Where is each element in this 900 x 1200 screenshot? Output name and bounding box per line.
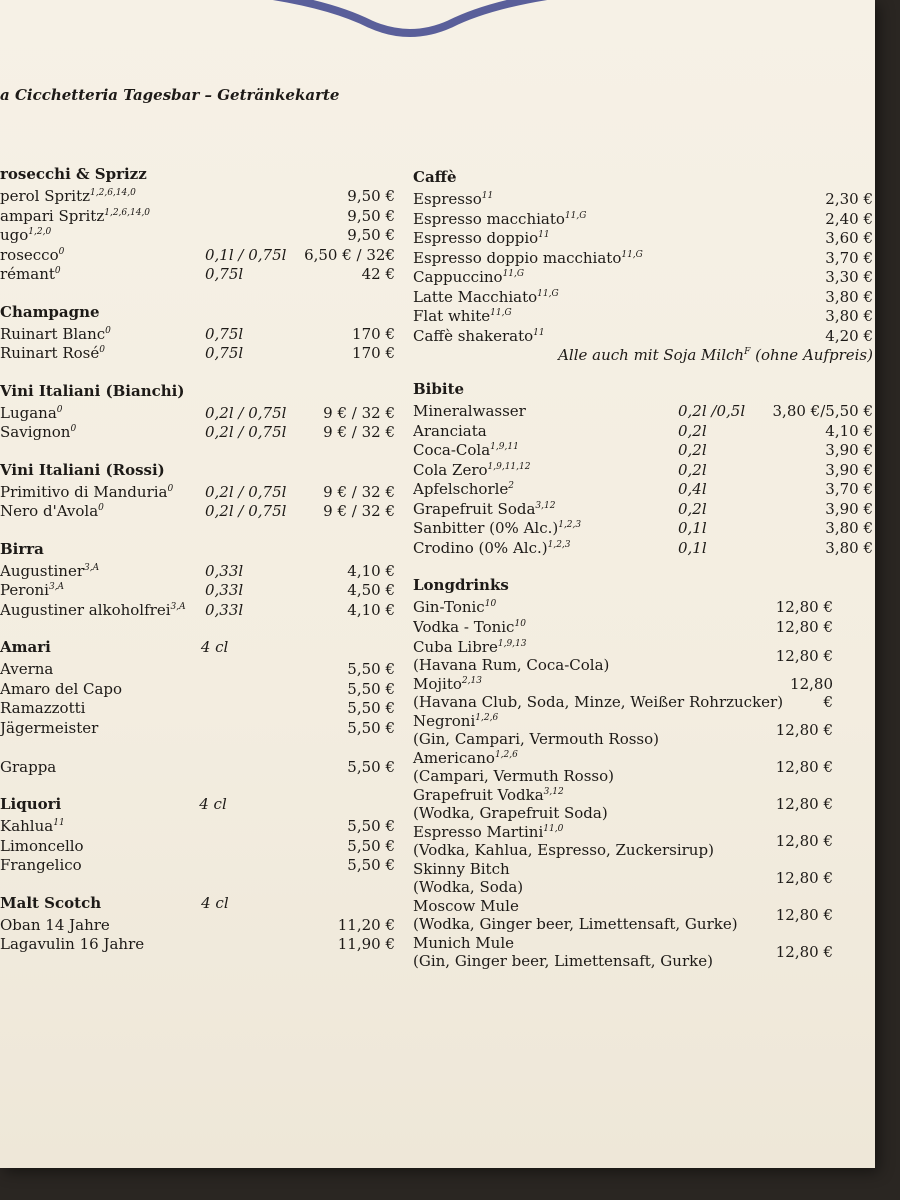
item-price: 6,50 € / 32€	[304, 245, 395, 264]
item-ingredients: (Gin, Campari, Vermouth Rosso)	[413, 729, 659, 748]
longdrink-item	[413, 748, 833, 785]
allergen-codes: 11	[533, 327, 545, 338]
item-price: 3,80 €	[825, 307, 873, 325]
menu-item	[413, 539, 873, 559]
menu-item	[413, 327, 873, 347]
allergen-codes: 11,G	[537, 288, 559, 299]
menu-item	[413, 249, 873, 269]
section-birra	[0, 540, 395, 621]
item-price: 5,50 €	[347, 699, 395, 717]
allergen-codes: 0	[54, 266, 61, 276]
item-ingredients: (Wodka, Grapefruit Soda)	[413, 803, 608, 822]
item-name: Crodino (0% Alc.)$^{1,2,3}$	[413, 538, 571, 557]
allergen-codes: 11,G	[564, 210, 587, 221]
item-name: Augustiner$^{3,A}$	[0, 561, 100, 580]
item-name: Ruinart Rosé$^0$	[0, 344, 105, 362]
item-name: perol Spritz$^{1,2,6,14,0}$	[0, 187, 136, 205]
section-title: Longdrinks	[413, 576, 509, 594]
allergen-codes: 10	[514, 618, 526, 629]
menu-item	[0, 404, 395, 424]
item-name: Espresso doppio macchiato$^{11,G}$	[413, 248, 643, 267]
section-note: 4 cl	[199, 795, 227, 813]
item-price: 9 € / 32 €	[323, 502, 395, 520]
item-price: 4,50 €	[347, 581, 395, 599]
menu-item	[413, 288, 873, 308]
menu-item	[0, 325, 395, 345]
soy-milk-note: Alle auch mit Soja Milch$^F$ (ohne Aufpreis)	[558, 346, 873, 364]
menu-item	[0, 226, 395, 246]
allergen-codes: 1,9,13	[497, 638, 527, 649]
item-price: 5,50 €	[347, 856, 395, 874]
item-ingredients: (Wodka, Ginger beer, Limettensaft, Gurke)	[413, 914, 738, 933]
section-rossi	[0, 461, 395, 522]
item-name: Nero d'Avola$^0$	[0, 502, 104, 520]
longdrink-item	[413, 637, 833, 674]
item-price: 12,80 €	[775, 905, 833, 924]
item-price: 5,50 €	[347, 836, 395, 855]
menu-item	[413, 190, 873, 210]
item-volume: 0,2l	[678, 460, 707, 479]
item-name: Apfelschorle$^2$	[413, 480, 515, 498]
item-name: Munich Mule	[413, 933, 515, 952]
section-bibite	[413, 380, 873, 558]
allergen-codes: 1,2,6,14,0	[104, 207, 151, 218]
item-volume: 0,1l / 0,75l	[205, 245, 287, 264]
allergen-codes: 11,G	[490, 308, 512, 318]
menu-item	[413, 229, 873, 249]
section-champagne	[0, 303, 395, 364]
item-price: 12,80 €	[775, 868, 833, 887]
item-name: Primitivo di Manduria$^0$	[0, 482, 174, 501]
menu-item	[0, 699, 395, 719]
item-name: Aranciata	[413, 421, 487, 440]
menu-item	[0, 344, 395, 364]
item-name: Skinny Bitch	[413, 859, 510, 878]
item-price: 170 €	[352, 344, 395, 362]
longdrink-item	[413, 785, 833, 822]
menu-item	[0, 581, 395, 601]
item-name: Espresso macchiato$^{11,G}$	[413, 209, 587, 228]
item-price: 4,10 €	[347, 561, 395, 580]
menu-item	[0, 719, 395, 739]
item-name: Grappa	[0, 757, 57, 776]
item-price: 3,80 €/5,50 €	[772, 402, 873, 420]
allergen-codes: 2	[508, 481, 515, 491]
item-price: 3,80 €	[825, 287, 873, 306]
item-volume: 0,2l / 0,75l	[205, 502, 287, 520]
allergen-codes: 0	[99, 345, 105, 355]
menu-item	[0, 207, 395, 227]
menu-item	[0, 758, 395, 778]
longdrink-item	[413, 822, 833, 859]
allergen-codes: 0	[167, 483, 174, 494]
item-name: Lagavulin 16 Jahre	[0, 935, 145, 953]
item-price: 5,50 €	[347, 679, 395, 698]
item-price: 3,80 €	[825, 519, 873, 537]
item-volume: 0,75l	[205, 324, 244, 343]
section-title: rosecchi & Sprizz	[0, 165, 147, 183]
allergen-codes: 2,13	[461, 675, 482, 686]
menu-item	[413, 461, 873, 481]
item-volume: 0,75l	[205, 265, 244, 283]
section-title: Malt Scotch	[0, 893, 102, 912]
item-volume: 0,2l /0,5l	[678, 402, 746, 420]
allergen-codes: 0	[105, 325, 111, 336]
item-name: Ramazzotti	[0, 699, 86, 717]
item-price: 12,80 €	[775, 617, 833, 636]
item-price: 9 € / 32 €	[323, 423, 395, 441]
item-ingredients: (Havana Club, Soda, Minze, Weißer Rohrzucker)	[413, 692, 784, 711]
item-price: 5,50 €	[347, 817, 395, 835]
item-name: Mineralwasser	[413, 402, 526, 420]
menu-item	[0, 738, 395, 758]
item-price: 3,70 €	[825, 480, 873, 498]
menu-item	[0, 935, 395, 955]
item-price: 9,50 €	[347, 226, 395, 244]
item-name: Cola Zero$^{1,9,11,12}$	[413, 460, 531, 479]
menu-item	[413, 268, 873, 288]
item-volume: 0,2l / 0,75l	[205, 403, 287, 422]
section-title: Liquori	[0, 795, 62, 813]
menu-item	[0, 856, 395, 876]
item-volume: 0,2l	[678, 421, 707, 440]
allergen-codes: 3,12	[543, 786, 564, 797]
allergen-codes: 1,2,6	[494, 749, 518, 760]
item-name: Mojito$^{2,13}$	[413, 674, 482, 693]
item-name: Grapefruit Vodka$^{3,12}$	[413, 785, 564, 804]
item-volume: 0,2l / 0,75l	[205, 423, 287, 441]
menu-item	[413, 519, 873, 539]
item-name: Limoncello	[0, 836, 84, 855]
section-longdrinks	[413, 576, 833, 970]
item-price: 11,20 €	[337, 915, 395, 934]
menu-item	[0, 246, 395, 266]
allergen-codes: 1,2,3	[547, 539, 571, 550]
item-price: 5,50 €	[347, 757, 395, 776]
item-name: ampari Spritz$^{1,2,6,14,0}$	[0, 206, 151, 225]
item-price: 4,20 €	[825, 326, 873, 345]
item-ingredients: (Gin, Ginger beer, Limettensaft, Gurke)	[413, 951, 713, 970]
menu-item	[0, 423, 395, 443]
allergen-codes: 0	[98, 503, 104, 513]
section-title: Champagne	[0, 302, 100, 321]
item-price: 3,60 €	[825, 229, 873, 247]
item-price: 9,50 €	[347, 187, 395, 205]
menu-item	[413, 402, 873, 422]
item-name: Latte Macchiato$^{11,G}$	[413, 287, 559, 306]
allergen-codes: 11	[53, 818, 65, 828]
item-name: Gin-Tonic$^{10}$	[413, 598, 497, 616]
section-bianchi	[0, 382, 395, 443]
item-name: rémant$^0$	[0, 265, 61, 283]
item-price: 12,80 €	[775, 942, 833, 961]
menu-item	[413, 422, 873, 442]
item-name: Americano$^{1,2,6}$	[413, 748, 518, 767]
menu-item	[0, 502, 395, 522]
item-ingredients: (Campari, Vermuth Rosso)	[413, 766, 614, 785]
section-title: Caffè	[413, 168, 457, 186]
allergen-codes: 0	[70, 424, 77, 434]
menu-item	[413, 307, 873, 327]
item-volume: 0,4l	[678, 480, 707, 498]
item-name: Savignon$^0$	[0, 423, 77, 441]
item-ingredients: (Vodka, Kahlua, Espresso, Zuckersirup)	[413, 840, 714, 859]
item-volume: 0,2l	[678, 499, 707, 518]
menu-item	[0, 817, 395, 837]
item-price: 9 € / 32 €	[323, 403, 395, 422]
page-title: a Cicchetteria Tagesbar – Getränkekarte	[0, 86, 340, 104]
item-price: 12,80 €	[775, 646, 833, 665]
menu-item	[413, 500, 873, 520]
allergen-codes: 11,G	[502, 269, 525, 279]
section-note: 4 cl	[201, 893, 229, 912]
item-name: Kahlua$^{11}$	[0, 817, 65, 835]
section-title: Bibite	[413, 380, 465, 398]
section-amari	[0, 638, 395, 777]
menu-item	[413, 480, 873, 500]
item-price: 12,80 €	[775, 831, 833, 850]
item-name: Jägermeister	[0, 718, 99, 737]
item-name: Negroni$^{1,2,6}$	[413, 711, 499, 730]
item-name: Espresso$^{11}$	[413, 190, 494, 208]
item-volume: 0,2l	[678, 441, 707, 459]
allergen-codes: 3,A	[170, 601, 186, 612]
menu-item	[413, 210, 873, 230]
item-name: Espresso doppio$^{11}$	[413, 229, 550, 247]
allergen-codes: 11	[538, 230, 550, 240]
allergen-codes: 1,2,0	[28, 227, 52, 237]
section-prosecchi	[0, 165, 395, 285]
item-volume: 0,1l	[678, 538, 707, 557]
item-price: 5,50 €	[347, 718, 395, 737]
item-price: 11,90 €	[337, 935, 395, 953]
item-name: Peroni$^{3,A}$	[0, 581, 65, 599]
item-price: 170 €	[352, 324, 395, 343]
item-name: Cappuccino$^{11,G}$	[413, 268, 525, 286]
item-price: 9 € / 32 €	[323, 482, 395, 501]
item-name: Augustiner alkoholfrei$^{3,A}$	[0, 600, 186, 619]
section-title: Birra	[0, 539, 44, 558]
item-volume: 0,1l	[678, 519, 707, 537]
allergen-codes: 1,9,11	[490, 442, 519, 452]
allergen-codes: 3,A	[84, 562, 100, 573]
item-price: 9,50 €	[347, 206, 395, 225]
item-price: 3,30 €	[825, 268, 873, 286]
item-name: Vodka - Tonic$^{10}$	[413, 617, 526, 636]
item-price: 4,10 €	[825, 421, 873, 440]
item-name: rosecco$^0$	[0, 245, 65, 264]
item-volume: 0,33l	[205, 581, 244, 599]
item-name: Sanbitter (0% Alc.)$^{1,2,3}$	[413, 519, 582, 537]
item-name: Amaro del Capo	[0, 679, 123, 698]
allergen-codes: 1,9,11,12	[487, 461, 531, 472]
item-volume: 0,2l / 0,75l	[205, 482, 287, 501]
menu-item	[0, 601, 395, 621]
longdrink-item	[413, 711, 833, 748]
menu-item	[0, 660, 395, 680]
item-name: Flat white$^{11,G}$	[413, 307, 512, 325]
menu-item	[413, 618, 833, 638]
item-name: Oban 14 Jahre	[0, 915, 110, 934]
item-name: Frangelico	[0, 856, 82, 874]
item-name: Moscow Mule	[413, 896, 519, 915]
item-name: Espresso Martini$^{11,0}$	[413, 822, 564, 841]
longdrink-item	[413, 896, 833, 933]
allergen-codes: 11,G	[621, 249, 643, 260]
allergen-codes: 0	[58, 246, 65, 257]
menu-item	[0, 680, 395, 700]
menu-item	[0, 187, 395, 207]
item-price: 3,90 €	[825, 441, 873, 459]
left-column	[0, 165, 395, 973]
section-malt-scotch	[0, 894, 395, 955]
item-price: 4,10 €	[347, 600, 395, 619]
menu-item	[413, 441, 873, 461]
item-name: Grapefruit Soda$^{3,12}$	[413, 499, 556, 518]
right-column	[413, 168, 873, 988]
allergen-codes: 1,2,6	[475, 712, 499, 723]
item-name: Caffè shakerato$^{11}$	[413, 326, 545, 345]
item-volume: 0,33l	[205, 561, 244, 580]
item-price: 3,70 €	[825, 248, 873, 267]
allergen-codes: 0	[56, 404, 63, 415]
item-name: Cuba Libre$^{1,9,13}$	[413, 637, 527, 656]
menu-item	[0, 562, 395, 582]
menu-item	[413, 598, 833, 618]
item-volume: 0,33l	[205, 600, 244, 619]
item-name: Ruinart Blanc$^0$	[0, 324, 111, 343]
item-name: ugo$^{1,2,0}$	[0, 226, 52, 244]
item-price: 12,80 €	[775, 757, 833, 776]
item-ingredients: (Wodka, Soda)	[413, 877, 524, 896]
item-volume: 0,75l	[205, 344, 244, 362]
section-title: Amari	[0, 638, 51, 656]
allergen-codes: 11,0	[543, 823, 564, 834]
logo-arc-graphic	[250, 0, 570, 44]
item-price: 3,90 €	[825, 460, 873, 479]
allergen-codes: 1,2,3	[558, 520, 582, 530]
menu-item	[0, 265, 395, 285]
item-price: 2,30 €	[825, 190, 873, 208]
item-price: 12,80 €	[790, 674, 833, 711]
menu-item	[0, 837, 395, 857]
section-note: 4 cl	[200, 638, 229, 656]
menu-item	[0, 483, 395, 503]
item-price: 12,80 €	[775, 598, 833, 616]
longdrink-item	[413, 859, 833, 896]
item-price: 12,80 €	[775, 720, 833, 739]
section-title: Vini Italiani (Rossi)	[0, 460, 165, 479]
allergen-codes: 11	[481, 191, 494, 201]
item-price: 42 €	[361, 265, 395, 283]
section-liquori	[0, 795, 395, 876]
item-name: Coca-Cola$^{1,9,11}$	[413, 441, 519, 459]
item-name: Lugana$^0$	[0, 403, 63, 422]
section-title: Vini Italiani (Bianchi)	[0, 381, 185, 400]
longdrink-item	[413, 933, 833, 970]
allergen-codes: 3,A	[48, 582, 65, 592]
item-price: 3,80 €	[825, 538, 873, 557]
section-caffe	[413, 168, 873, 366]
allergen-codes: 3,12	[535, 500, 556, 511]
menu-item	[0, 916, 395, 936]
item-ingredients: (Havana Rum, Coca-Cola)	[413, 655, 610, 674]
item-price: 3,90 €	[825, 499, 873, 518]
item-price: 2,40 €	[825, 209, 873, 228]
allergen-codes: 10	[484, 599, 497, 609]
item-price: 5,50 €	[347, 660, 395, 678]
allergen-codes: 1,2,6,14,0	[90, 188, 136, 198]
item-price: 12,80 €	[775, 794, 833, 813]
longdrink-item	[413, 674, 833, 711]
item-name: Averna	[0, 660, 54, 678]
